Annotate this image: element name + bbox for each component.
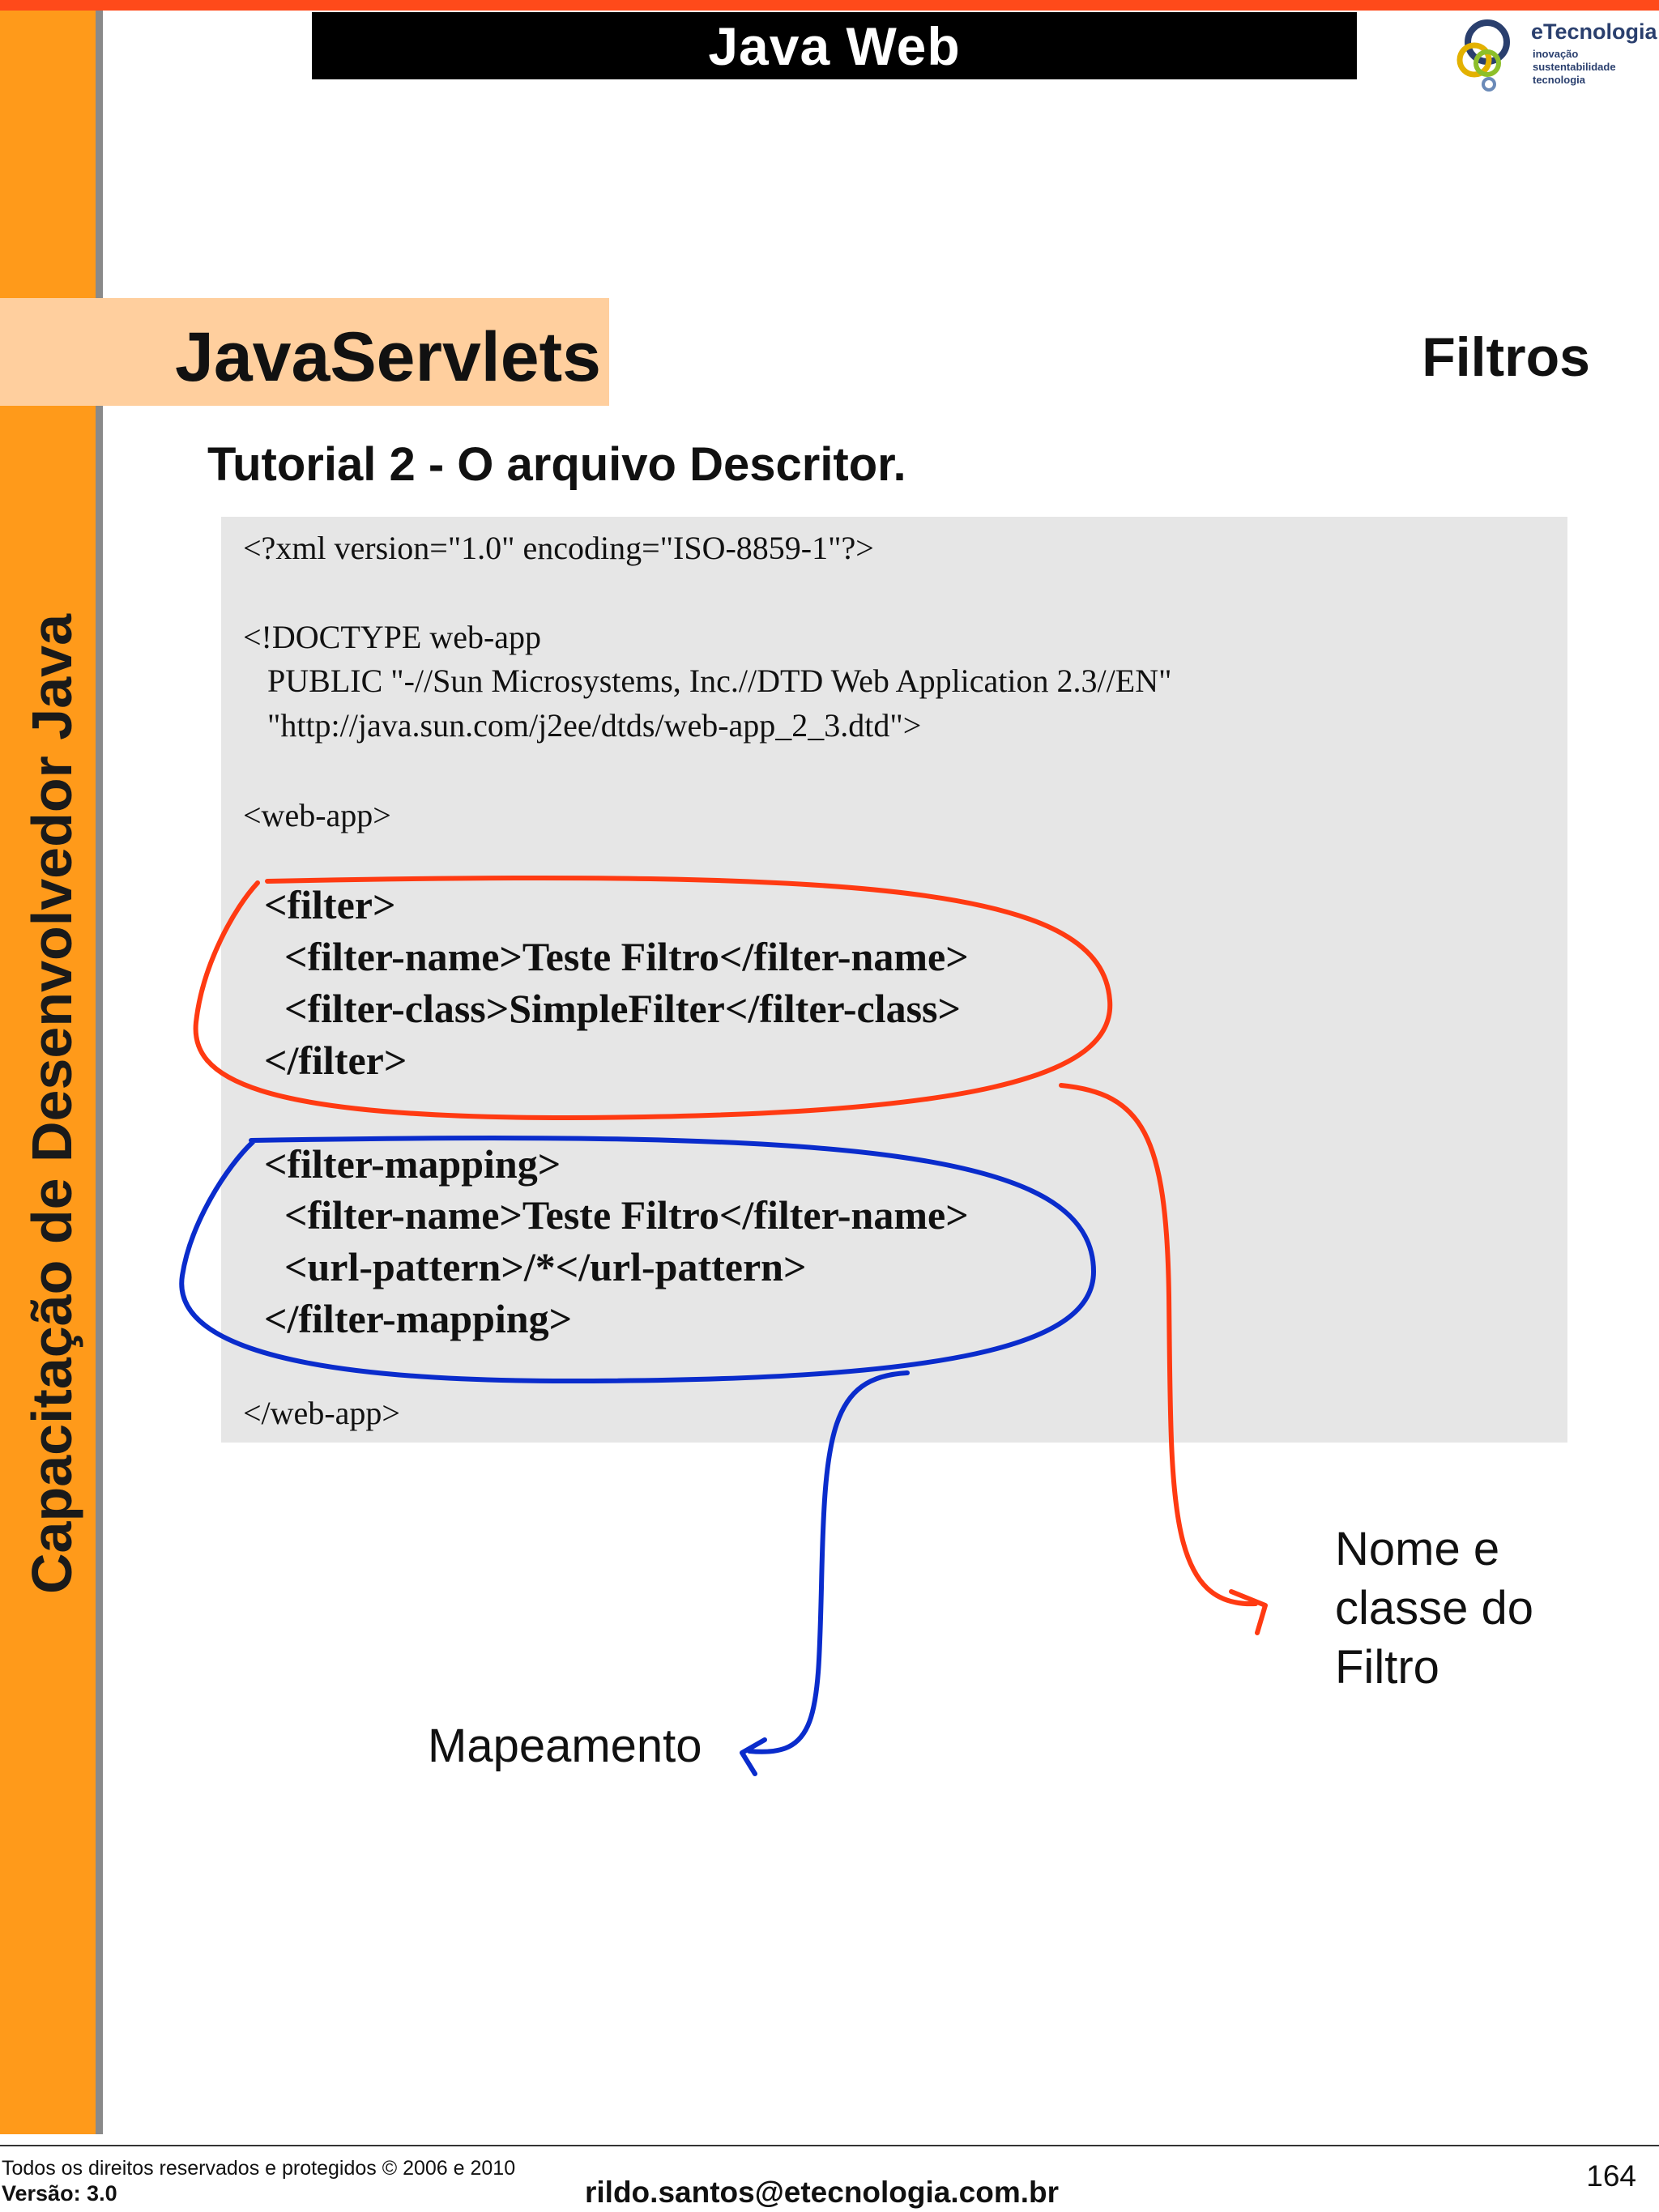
logo-name: eTecnologia (1531, 19, 1657, 44)
mapping-arrowhead (742, 1740, 765, 1774)
logo-tagline: inovação (1533, 48, 1579, 60)
filter-circle (196, 878, 1111, 1118)
footer-copyright: Todos os direitos reservados e protegidos © 2006 e 2010 (2, 2157, 516, 2180)
code-line: <filter> (264, 882, 396, 927)
mapping-arrow-line (749, 1373, 907, 1752)
topic-title: Filtros (1422, 326, 1590, 388)
code-line: </filter-mapping> (264, 1296, 573, 1341)
filter-annotation-label (1335, 1519, 1533, 1697)
code-line: "http://java.sun.com/j2ee/dtds/web-app_2_3.dtd"> (243, 707, 922, 744)
code-line: <url-pattern>/*</url-pattern> (264, 1244, 807, 1289)
code-line: <filter-name>Teste Filtro</filter-name> (264, 1192, 969, 1238)
filter-annotation-line: Nome e (1335, 1523, 1500, 1575)
header-title: Java Web (312, 12, 1357, 79)
tutorial-subtitle: Tutorial 2 - O arquivo Descritor. (207, 438, 906, 491)
code-line: </web-app> (243, 1395, 400, 1431)
code-line: <web-app> (243, 797, 391, 833)
filter-annotation-line: classe do (1335, 1582, 1534, 1634)
code-line: </filter> (264, 1038, 407, 1083)
footer-version: Versão: 3.0 (2, 2181, 117, 2206)
code-line: <?xml version="1.0" encoding="ISO-8859-1"?> (243, 530, 874, 566)
footer-divider (0, 2145, 1659, 2146)
code-line: <filter-name>Teste Filtro</filter-name> (264, 934, 969, 979)
code-line: <!DOCTYPE web-app (243, 619, 542, 655)
logo-tagline: tecnologia (1533, 74, 1586, 86)
page-number: 164 (1586, 2159, 1636, 2193)
filter-annotation-line: Filtro (1335, 1641, 1439, 1694)
mapping-circle (181, 1138, 1094, 1381)
footer-email: rildo.santos@etecnologia.com.br (585, 2176, 1060, 2209)
filter-arrowhead (1231, 1592, 1265, 1633)
mapping-annotation-label: Mapeamento (428, 1720, 702, 1772)
code-line: <filter-class>SimpleFilter</filter-class> (264, 986, 961, 1031)
section-title: JavaServlets (175, 318, 601, 396)
filter-arrow-line (1061, 1085, 1256, 1604)
logo-tagline: sustentabilidade (1533, 61, 1616, 73)
sidebar-vertical-title: Capacitação de Desenvolvedor Java (20, 613, 83, 1595)
code-line: PUBLIC "-//Sun Microsystems, Inc.//DTD Web Application 2.3//EN" (243, 663, 1172, 699)
code-line: <filter-mapping> (264, 1141, 561, 1187)
